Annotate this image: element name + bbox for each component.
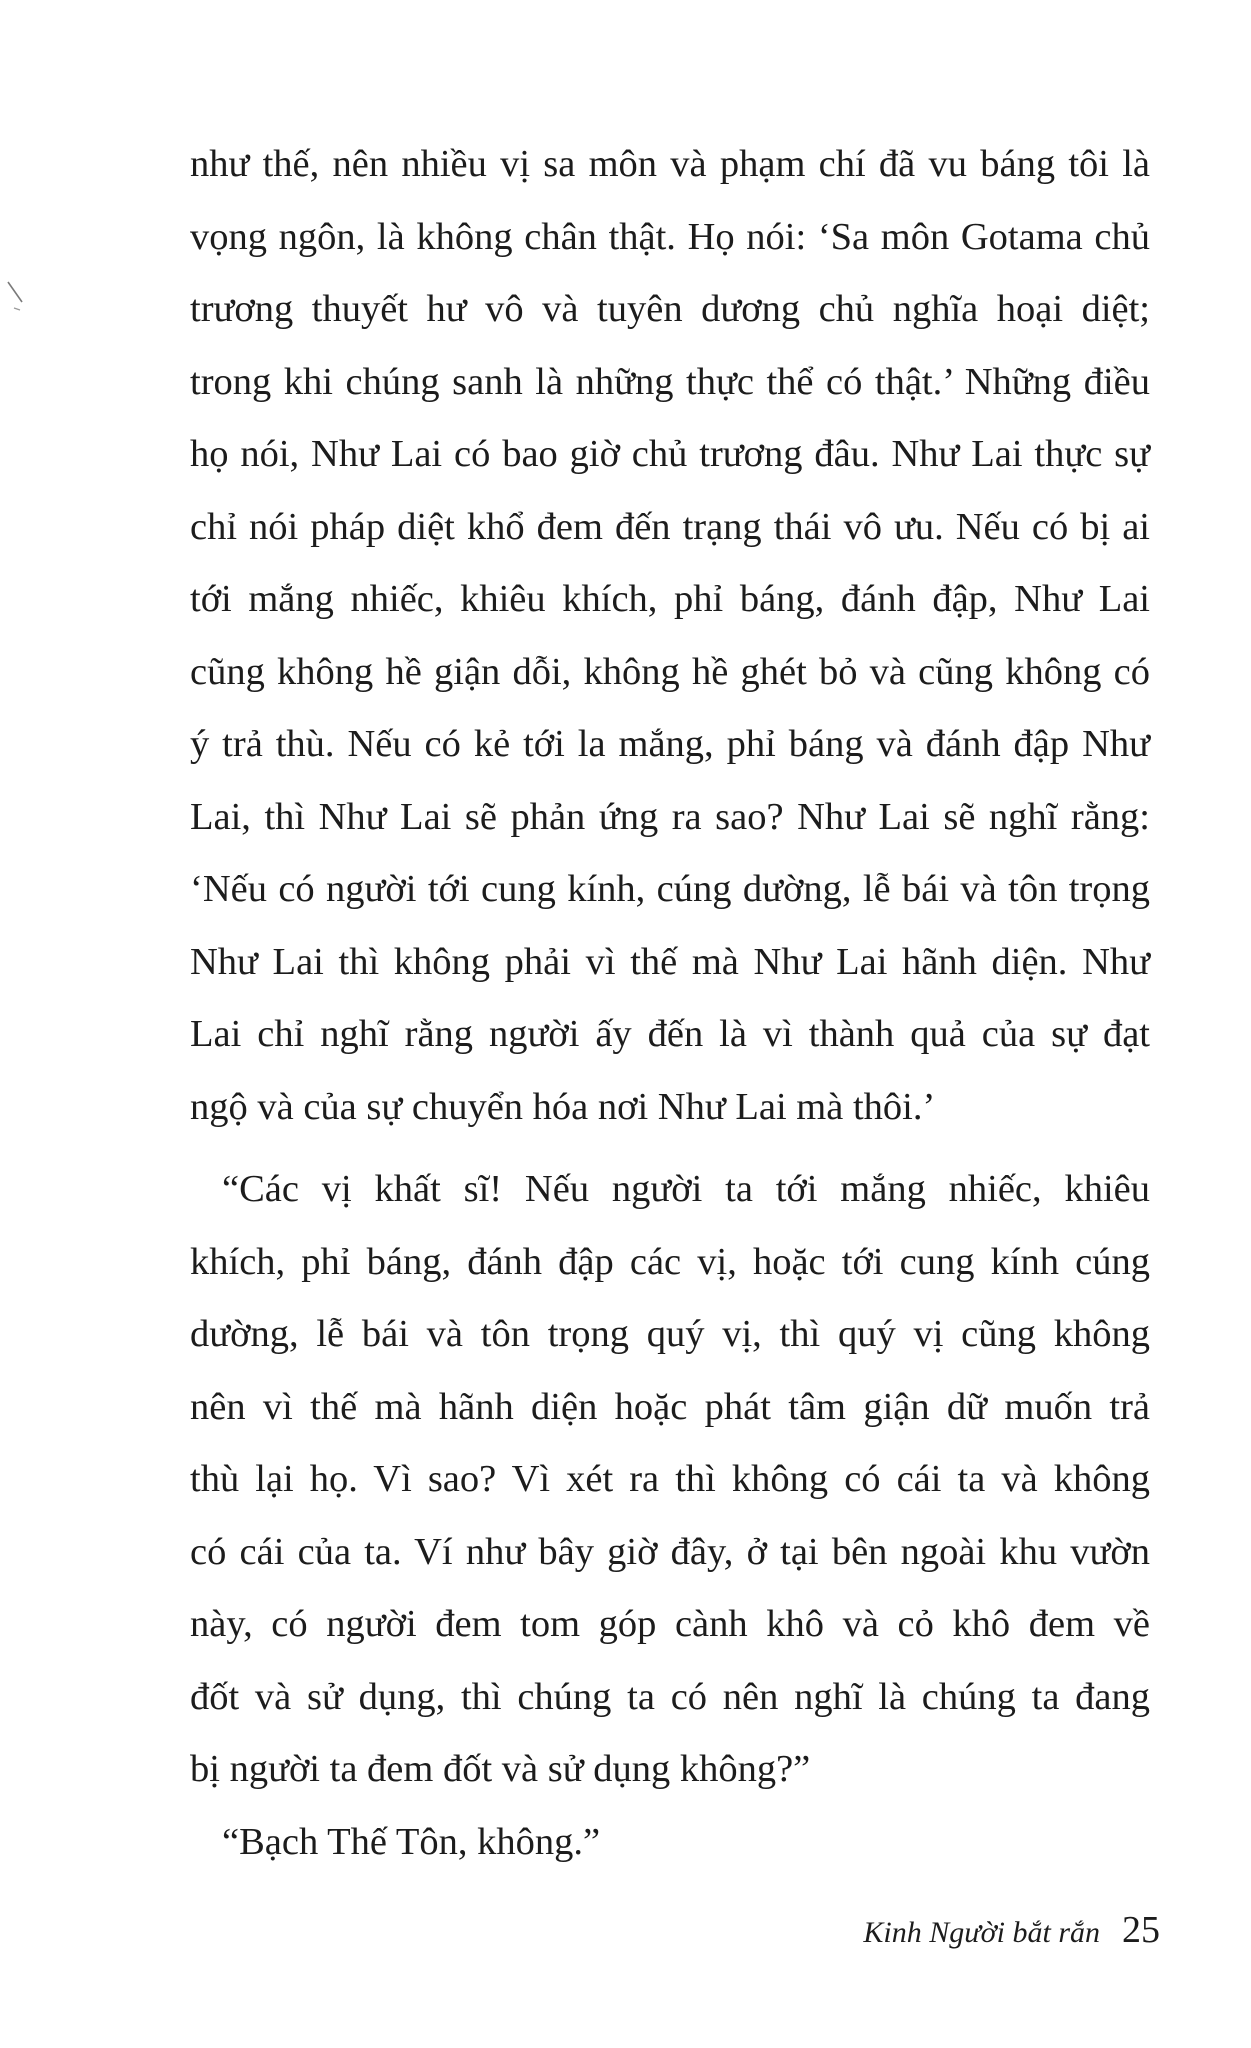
text-line: trương thuyết hư vô và tuyên dương chủ nghĩa hoại diệt; (190, 288, 1150, 330)
text-line: ý trả thù. Nếu có kẻ tới la mắng, phỉ báng và đánh đập Như (190, 723, 1150, 765)
body-text (190, 128, 1150, 1878)
text-line: thù lại họ. Vì sao? Vì xét ra thì không có cái ta và không (190, 1458, 1150, 1500)
text-line: chỉ nói pháp diệt khổ đem đến trạng thái vô ưu. Nếu có bị ai (190, 505, 1150, 548)
text-line: trong khi chúng sanh là những thực thể có thật.’ Những điều (190, 360, 1150, 403)
text-line: họ nói, Như Lai có bao giờ chủ trương đâu. Như Lai thực sự (190, 433, 1150, 475)
text-line: này, có người đem tom góp cành khô và cỏ khô đem về (190, 1603, 1150, 1645)
paragraph-2 (190, 1153, 1150, 1806)
text-line: dường, lễ bái và tôn trọng quý vị, thì quý vị cũng không (190, 1313, 1150, 1355)
text-line: có cái của ta. Ví như bây giờ đây, ở tại bên ngoài khu vườn (190, 1530, 1150, 1573)
text-line: Lai, thì Như Lai sẽ phản ứng ra sao? Như Lai sẽ nghĩ rằng: (190, 795, 1150, 838)
text-line: khích, phỉ báng, đánh đập các vị, hoặc tới cung kính cúng (190, 1240, 1150, 1283)
paragraph-1 (190, 128, 1150, 1143)
page-number: 25 (1122, 1909, 1160, 1951)
running-title: Kinh Người bắt rắn (863, 1916, 1100, 1949)
text-line: “Các vị khất sĩ! Nếu người ta tới mắng nhiếc, khiêu (222, 1168, 1150, 1210)
text-line: cũng không hề giận dỗi, không hề ghét bỏ và cũng không có (190, 650, 1150, 693)
page-footer (840, 1908, 1160, 1956)
text-line: Lai chỉ nghĩ rằng người ấy đến là vì thành quả của sự đạt (190, 1013, 1150, 1055)
text-line: Như Lai thì không phải vì thế mà Như Lai hãnh diện. Như (190, 940, 1150, 983)
text-line: vọng ngôn, là không chân thật. Họ nói: ‘Sa môn Gotama chủ (190, 215, 1150, 258)
text-line: như thế, nên nhiều vị sa môn và phạm chí đã vu báng tôi là (190, 143, 1150, 185)
paragraph-gap (190, 1143, 1150, 1153)
text-line: tới mắng nhiếc, khiêu khích, phỉ báng, đánh đập, Như Lai (190, 578, 1150, 620)
text-line: ngộ và của sự chuyển hóa nơi Như Lai mà thôi.’ (190, 1085, 936, 1128)
text-line: bị người ta đem đốt và sử dụng không?” (190, 1748, 811, 1790)
page-edge-mark (4, 280, 28, 316)
text-line: “Bạch Thế Tôn, không.” (222, 1820, 601, 1863)
text-line: nên vì thế mà hãnh diện hoặc phát tâm giận dữ muốn trả (190, 1385, 1150, 1428)
text-line: ‘Nếu có người tới cung kính, cúng dường, lễ bái và tôn trọng (190, 868, 1150, 910)
paragraph-3 (190, 1806, 1150, 1879)
text-line: đốt và sử dụng, thì chúng ta có nên nghĩ là chúng ta đang (190, 1675, 1150, 1718)
